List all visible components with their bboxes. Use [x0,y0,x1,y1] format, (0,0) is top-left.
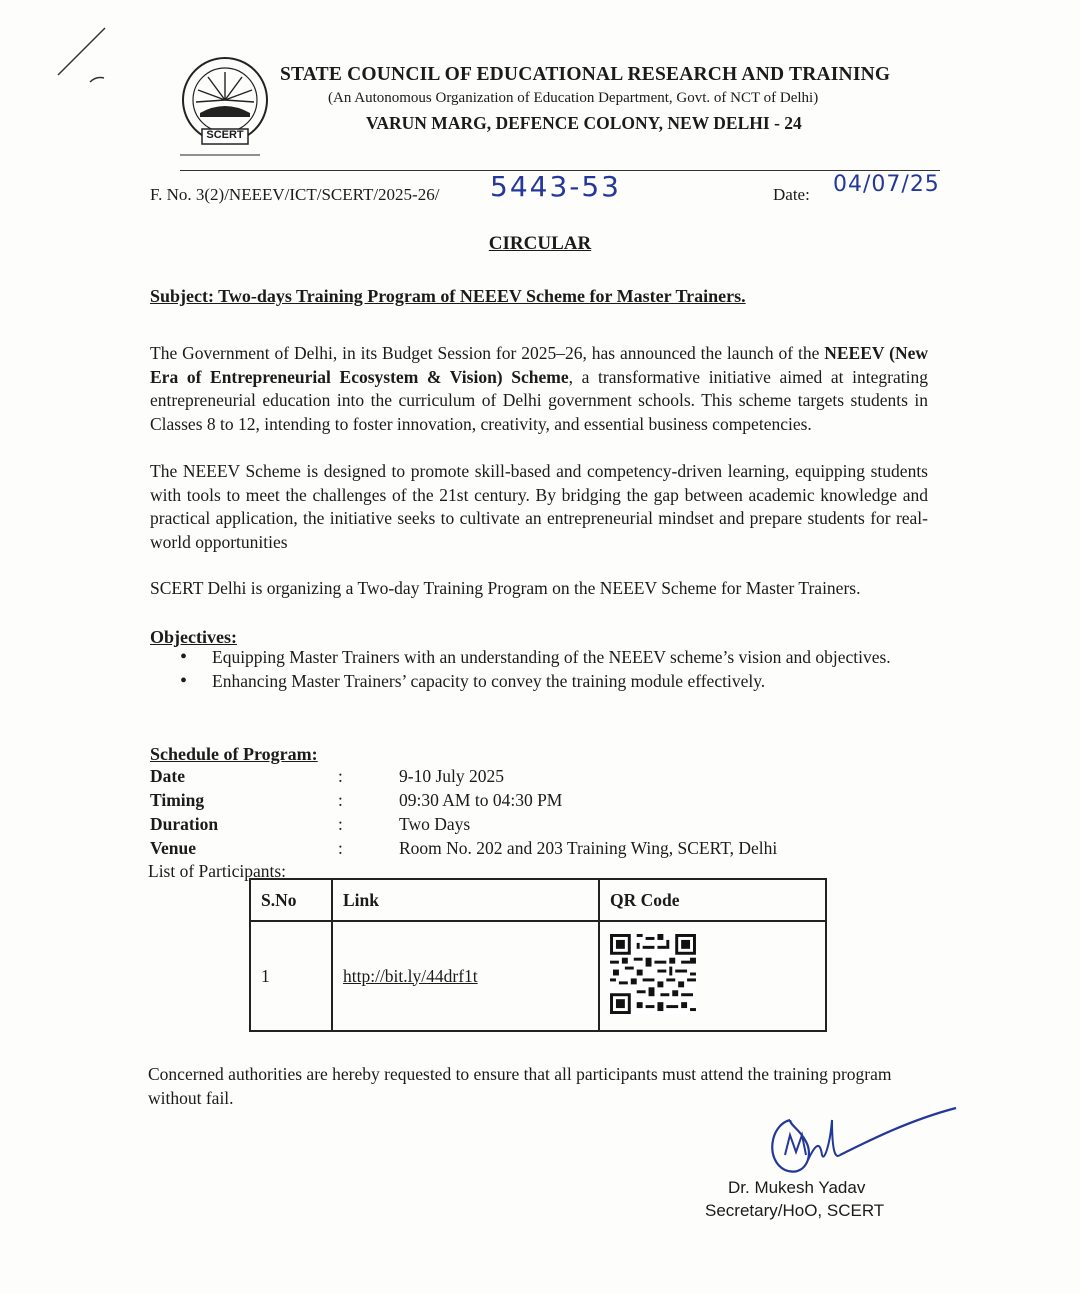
subject-line: Subject: Two-days Training Program of NEEEV Scheme for Master Trainers. [150,286,746,306]
schedule-row-timing: Timing : 09:30 AM to 04:30 PM [150,790,563,810]
scert-logo [170,55,280,165]
cell-qr [599,921,826,1031]
scheme-name: NEEEV (New Era of Entrepreneurial Ecosystem & Vision) Scheme [150,343,928,387]
schedule-row-date: Date : 9-10 July 2025 [150,766,504,786]
signatory-name: Dr. Mukesh Yadav [728,1178,866,1197]
signature-scribble [760,1100,960,1180]
paragraph-organizing: SCERT Delhi is organizing a Two-day Training Program on the NEEEV Scheme for Master Trainers. [150,578,861,598]
closing-statement: Concerned authorities are hereby requested to ensure that all participants must attend the training program without fail. [148,1064,892,1108]
schedule-row-venue: Venue : Room No. 202 and 203 Training Wing, SCERT, Delhi [150,838,778,858]
date-handwritten: 04/07/25 [833,172,940,197]
schedule-heading: Schedule of Program: [150,744,318,764]
file-number: F. No. 3(2)/NEEEV/ICT/SCERT/2025-26/ [150,185,440,204]
paragraph-intro: The Government of Delhi, in its Budget Session for 2025–26, has announced the launch of the NEEEV (New Era of Entrepreneurial Ecosystem & Vision) Scheme, a transformative initiative aimed at integrating entrepreneurial education into the curriculum of Delhi government schools. This scheme targets students in Classes 8 to 12, intending to foster innovation, creativity, and essential business competencies. [150,343,928,434]
column-header-qr: QR Code [599,879,826,921]
qr-code-icon[interactable] [610,934,696,1014]
table-header-row [250,879,826,921]
table-row [250,921,826,1031]
participants-table [249,878,827,1032]
paragraph-scheme: The NEEEV Scheme is designed to promote skill-based and competency-driven learning, equipping students with tools to meet the challenges of the 21st century. By bridging the gap between academic knowledge and practical application, the initiative seeks to cultivate an entrepreneurial mindset and prepare students for real-world opportunities [150,461,928,552]
column-header-sno: S.No [250,879,332,921]
date-label: Date: [773,185,810,204]
org-name: STATE COUNCIL OF EDUCATIONAL RESEARCH AND TRAINING [280,64,891,85]
objectives-heading: Objectives: [150,627,237,647]
column-header-link: Link [332,879,599,921]
participants-heading: List of Participants: [148,861,287,881]
cell-link [332,921,599,1031]
file-number-handwritten: 5443-53 [490,170,621,203]
org-address: VARUN MARG, DEFENCE COLONY, NEW DELHI - 24 [366,113,802,133]
org-subtitle: (An Autonomous Organization of Education Department, Govt. of NCT of Delhi) [328,90,819,106]
participant-link[interactable]: http://bit.ly/44drf1t [343,965,478,986]
schedule-row-duration: Duration : Two Days [150,814,471,834]
cell-sno: 1 [250,921,332,1031]
list-item: • Equipping Master Trainers with an understanding of the NEEEV scheme’s vision and objectives. [150,646,928,670]
objectives-list [150,646,928,693]
document-title: CIRCULAR [488,233,592,254]
logo-text: SCERT [206,129,244,141]
signatory-title: Secretary/HoO, SCERT [705,1201,885,1220]
list-item: • Enhancing Master Trainers’ capacity to convey the training module effectively. [150,670,928,694]
pen-mark [50,20,120,90]
